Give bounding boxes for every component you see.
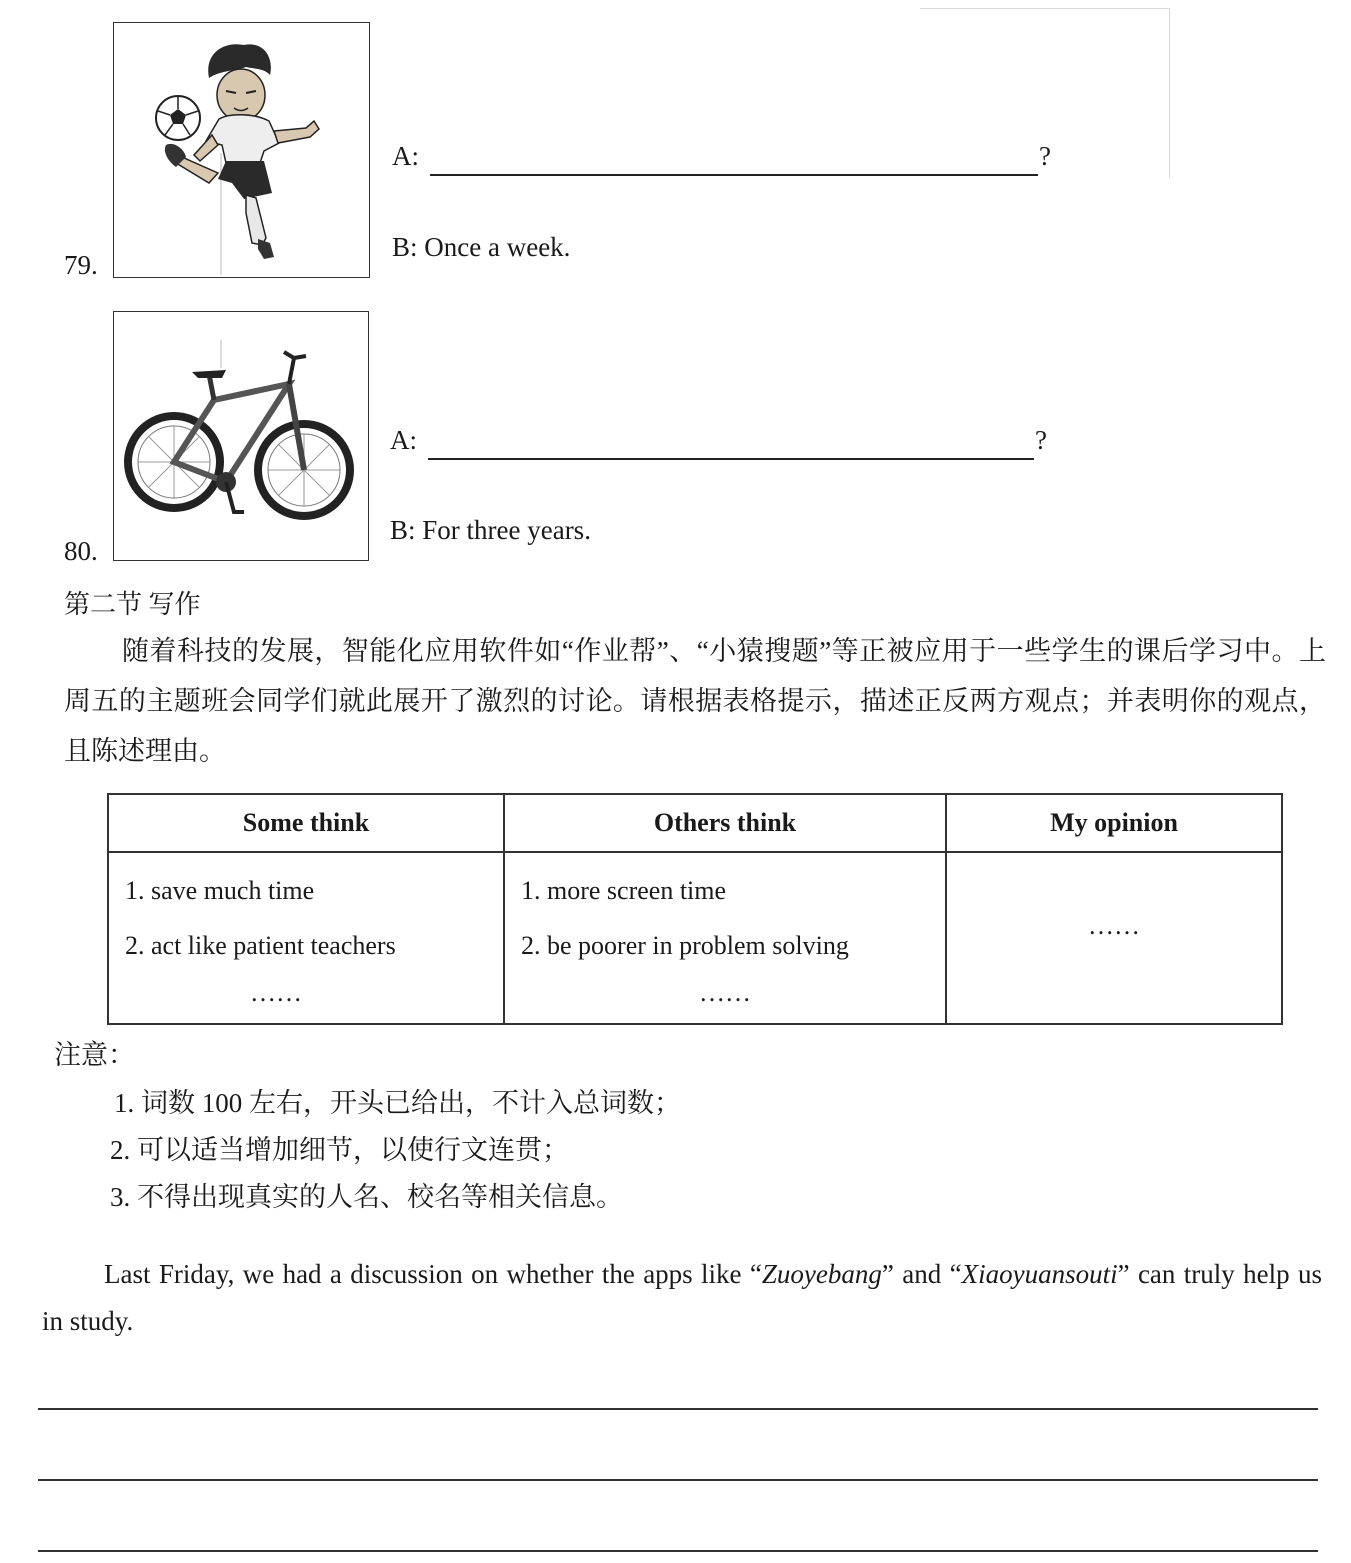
note-item-1: 1. 词数 100 左右，开头已给出，不计入总词数； [114, 1088, 681, 1118]
opening-text-1: Last Friday, we had a discussion on whether the apps like “ [104, 1259, 762, 1289]
table-row [108, 852, 1282, 1024]
notes-title: 注意： [54, 1040, 135, 1070]
app-name-1: Zuoyebang [761, 1259, 882, 1289]
list-item: 1. more screen time [521, 876, 727, 905]
q80-picture-box [113, 311, 369, 561]
list-item-ellipsis: …… [250, 978, 302, 1007]
opening-text-2: ” and “ [881, 1259, 962, 1289]
some-think-cell [108, 852, 504, 1024]
list-item: 1. save much time [125, 876, 315, 905]
q80-answer-blank[interactable] [428, 430, 1034, 460]
app-name-2: Xiaoyuansouti [961, 1259, 1118, 1289]
essay-opening [42, 1251, 1322, 1345]
list-item: 2. be poorer in problem solving [521, 931, 849, 960]
soccer-player-kicking-ball-icon [114, 23, 369, 277]
q79-question-mark: ? [1039, 141, 1051, 171]
q79-a-label: A: [392, 141, 419, 171]
q80-number: 80. [64, 536, 98, 566]
q80-b-line: B: For three years. [390, 515, 591, 545]
list-item-ellipsis: …… [699, 978, 751, 1007]
list-item: 2. act like patient teachers [125, 931, 396, 960]
writing-line-2[interactable] [38, 1451, 1318, 1481]
frame-right-edge [1169, 8, 1170, 178]
my-opinion-cell: …… [946, 852, 1282, 1024]
writing-line-3[interactable] [38, 1522, 1318, 1552]
others-think-cell [504, 852, 946, 1024]
q80-question-mark: ? [1035, 425, 1047, 455]
opening-text-3: ” can truly help us in study. [42, 1259, 1323, 1336]
table-header-row [108, 794, 1282, 852]
header-some-think: Some think [108, 794, 504, 852]
writing-prompt: 随着科技的发展，智能化应用软件如“作业帮”、“小猿搜题”等正被应用于一些学生的课后学习中。上周五的主题班会同学们就此展开了激烈的讨论。请根据表格提示，描述正反两方观点；并表明你的观点，且陈述理由。 [64, 636, 1326, 766]
section-title: 第二节 写作 [64, 590, 201, 619]
q79-answer-blank[interactable] [430, 146, 1038, 176]
bicycle-icon [114, 312, 368, 560]
note-item-3: 3. 不得出现真实的人名、校名等相关信息。 [110, 1182, 623, 1212]
note-item-2: 2. 可以适当增加细节，以使行文连贯； [110, 1135, 569, 1165]
opinion-table [107, 793, 1283, 1025]
header-others-think: Others think [504, 794, 946, 852]
q79-picture-box [113, 22, 370, 278]
q80-a-label: A: [390, 425, 417, 455]
writing-line-1[interactable] [38, 1380, 1318, 1410]
q79-b-line: B: Once a week. [392, 232, 571, 262]
q79-number: 79. [64, 250, 98, 280]
frame-top-edge [920, 8, 1170, 9]
header-my-opinion: My opinion [946, 794, 1282, 852]
